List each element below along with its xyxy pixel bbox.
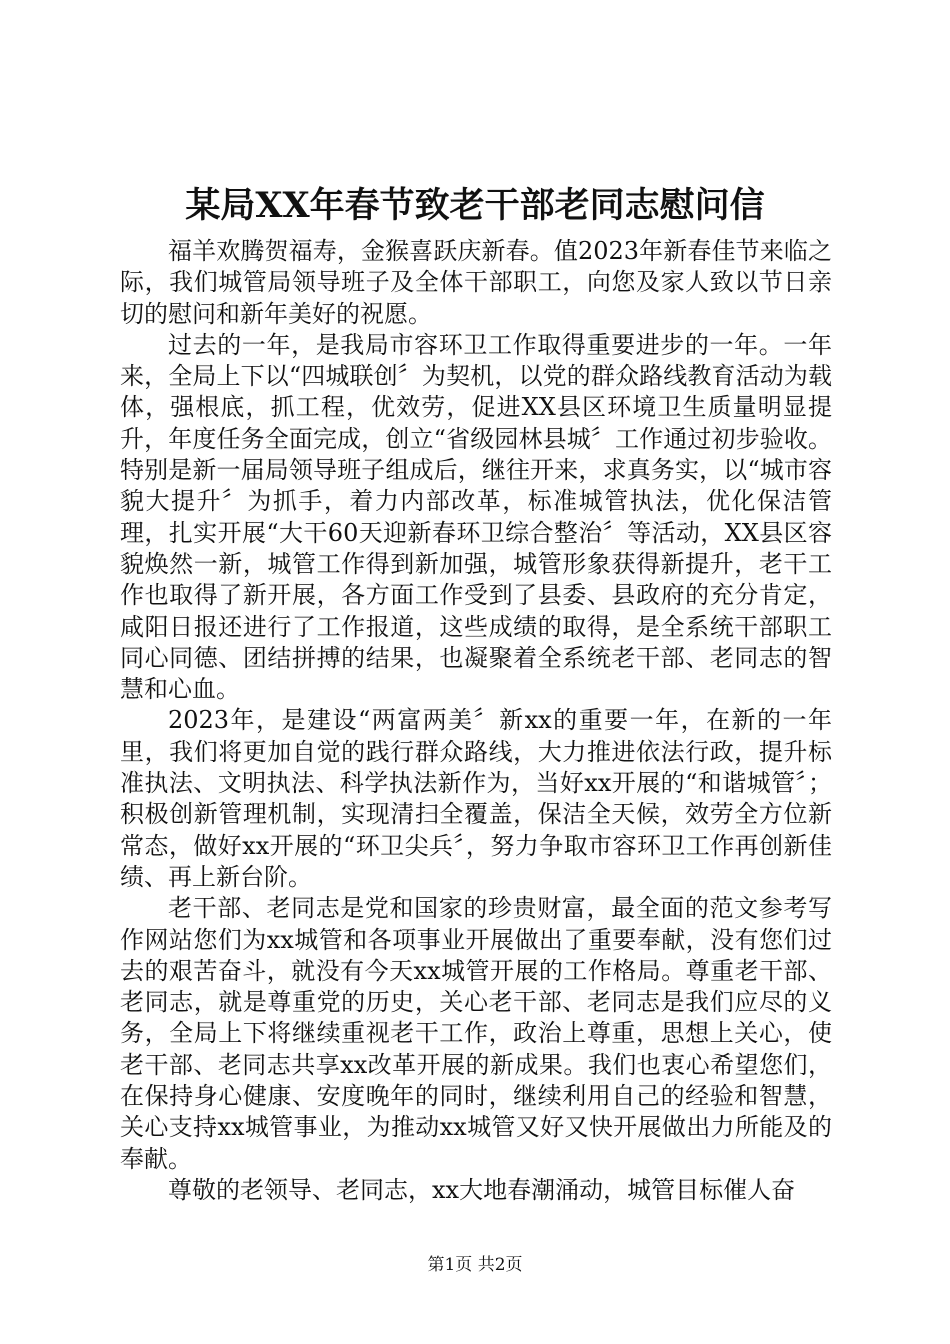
letter-body — [120, 236, 832, 1206]
paragraph-5: 尊敬的老领导、老同志，xx大地春潮涌动，城管目标催人奋 — [168, 1175, 796, 1204]
paragraph-3: 2023年，是建设“两富两美〞新xx的重要一年，在新的一年里，我们将更加自觉的践行群众路线，大力推进依法行政，提升标准执法、文明执法、科学执法新作为，当好xx开展的“和谐城管〞；积极创新管理机制，实现清扫全覆盖，保洁全天候，效劳全方位新常态，做好xx开展的“环卫尖兵〞，努力争取市容环卫工作再创新佳绩、再上新台阶。 — [120, 706, 832, 891]
paragraph-1: 福羊欢腾贺福寿，金猴喜跃庆新春。值2023年新春佳节来临之际，我们城管局领导班子及全体干部职工，向您及家人致以节日亲切的慰问和新年美好的祝愿。 — [120, 237, 832, 328]
page-title: 某局XX年春节致老干部老同志慰问信 — [185, 185, 765, 226]
page-number-footer: 第1页 共2页 — [427, 1255, 523, 1275]
paragraph-4: 老干部、老同志是党和国家的珍贵财富，最全面的范文参考写作网站您们为xx城管和各项事业开展做出了重要奉献，没有您们过去的艰苦奋斗，就没有今天xx城管开展的工作格局。尊重老干部、老同志，就是尊重党的历史，关心老干部、老同志是我们应尽的义务，全局上下将继续重视老干工作，政治上尊重，思想上关心，使老干部、老同志共享xx改革开展的新成果。我们也衷心希望您们，在保持身心健康、安度晚年的同时，继续利用自己的经验和智慧，关心支持xx城管事业，为推动xx城管又好又快开展做出力所能及的奉献。 — [120, 894, 832, 1173]
paragraph-2: 过去的一年，是我局市容环卫工作取得重要进步的一年。一年来，全局上下以“四城联创〞为契机，以党的群众路线教育活动为载体，强根底，抓工程，优效劳，促进XX县区环境卫生质量明显提升，年度任务全面完成，创立“省级园林县城〞工作通过初步验收。特别是新一届局领导班子组成后，继往开来，求真务实，以“城市容貌大提升〞为抓手，着力内部改革，标准城管执法，优化保洁管理，扎实开展“大干60天迎新春环卫综合整治〞等活动，XX县区容貌焕然一新，城管工作得到新加强，城管形象获得新提升，老干工作也取得了新开展，各方面工作受到了县委、县政府的充分肯定，咸阳日报还进行了工作报道，这些成绩的取得，是全系统干部职工同心同德、团结拼搏的结果，也凝聚着全系统老干部、老同志的智慧和心血。 — [120, 330, 832, 704]
